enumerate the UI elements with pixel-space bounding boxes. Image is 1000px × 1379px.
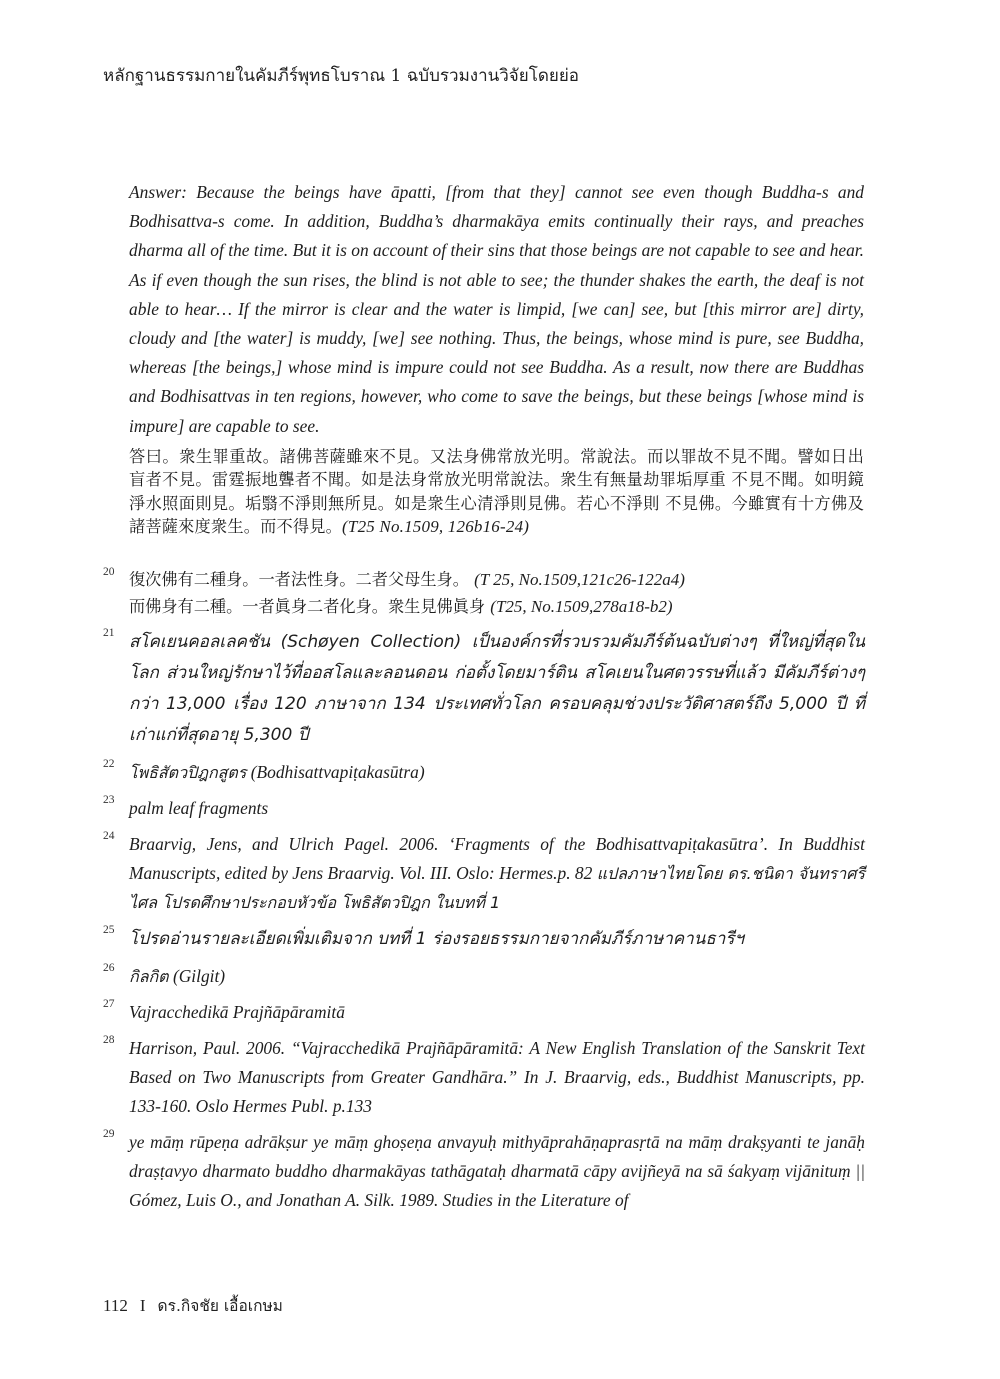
- footnote-20-cite-1: (T 25, No.1509,121c26-122a4): [474, 570, 685, 589]
- footnote-20-zh-2: 而佛身有二種。一者眞身二者化身。衆生見佛眞身: [129, 597, 486, 616]
- footnote-text: [129, 962, 865, 991]
- footnote-26-latin: (Gilgit): [172, 966, 226, 986]
- author-name: ดร.กิจชัย เอื้อเกษม: [157, 1297, 283, 1315]
- footnote-text: Harrison, Paul. 2006. “Vajracchedikā Prajñāpāramitā: A New English Translation of the Sanskrit Text Based on Two Manuscripts from Greater Gandhāra.” In J. Braarvig, eds., Buddhist Manuscripts, pp. 133-160. Oslo Hermes Publ. p.133: [129, 1038, 865, 1116]
- running-header: หลักฐานธรรมกายในคัมภีร์พุทธโบราณ 1 ฉบับรวมงานวิจัยโดยย่อ: [103, 66, 580, 86]
- footnote-24-latin: Braarvig, Jens, and Ulrich Pagel. 2006. ‘Fragments of the Bodhisattvapiṭakasūtra’. In Buddhist Manuscripts, edited by Jens Braarvig. Vol. III. Oslo: Hermes.p. 82: [129, 834, 865, 883]
- footnote-27: [103, 998, 865, 1027]
- footnote-number: 29: [103, 1128, 115, 1140]
- page-footer: [103, 1293, 283, 1318]
- footnote-24-thai: แปลภาษาไทยโดย ดร.ชนิดา จันทราศรีไศล โปรดศึกษาประกอบหัวข้อ โพธิสัตวปิฎก ในบทที่ 1: [129, 864, 865, 912]
- footnote-text: สโคเยนคอลเลคชัน (Schøyen Collection) เป็นองค์กรที่รวบรวมคัมภีร์ต้นฉบับต่างๆ ที่ใหญ่ที่สุดในโลก ส่วนใหญ่รักษาไว้ที่ออสโลและลอนดอน ก่อตั้งโดยมาร์ติน สโคเยนในศตวรรษที่แล้ว มีคัมภีร์ต่างๆ กว่า 13,000 เรื่อง 120 ภาษาจาก 134 ประเทศทั่วโลก ครอบคลุมช่วงประวัติศาสตร์ถึง 5,000 ปี ที่เก่าแก่ที่สุดอายุ 5,300 ปี: [129, 632, 865, 745]
- footnote-20-zh-1: 復次佛有二種身。一者法性身。二者父母生身。: [129, 570, 469, 589]
- footnote-text: โปรดอ่านรายละเอียดเพิ่มเติมจาก บทที่ 1 ร่องรอยธรรมกายจากคัมภีร์ภาษาคานธารีฯ: [129, 929, 744, 949]
- footnote-23: [103, 794, 865, 823]
- footnote-number: 20: [103, 566, 115, 578]
- footnote-number: 22: [103, 758, 115, 770]
- footnote-number: 26: [103, 962, 115, 974]
- footnote-text: [129, 758, 865, 787]
- footnote-number: 23: [103, 794, 115, 806]
- footnote-text: [129, 566, 865, 620]
- page-number: 112: [103, 1296, 128, 1315]
- footnotes: [103, 566, 865, 1222]
- main-text: [129, 178, 864, 539]
- answer-chinese: [129, 445, 864, 539]
- footnote-26: [103, 962, 865, 991]
- answer-chinese-text: 答曰。衆生罪重故。諸佛菩薩雖來不見。又法身佛常放光明。常說法。而以罪故不見不聞。譬如日出盲者不見。雷霆振地聾者不聞。如是法身常放光明常說法。衆生有無量劫罪垢厚重 不見不聞。如明鏡淨水照面則見。垢翳不淨則無所見。如是衆生心清淨則見佛。若心不淨則 不見佛。今雖實有十方佛及諸菩薩來度衆生。而不得見。: [129, 446, 864, 537]
- footnote-25: [103, 924, 865, 955]
- footnote-text: ye māṃ rūpeṇa adrākṣur ye māṃ ghoṣeṇa anvayuḥ mithyāprahāṇaprasṛtā na māṃ drakṣyanti te janāḥ draṣṭavyo dharmato buddho dharmakāyas tathāgataḥ dharmatā cāpy avijñeyā na sā śakyaṃ vijānituṃ || Gómez, Luis O., and Jonathan A. Silk. 1989. Studies in the Literature of: [129, 1132, 865, 1210]
- footnote-20: [103, 566, 865, 620]
- footnote-number: 28: [103, 1034, 115, 1046]
- answer-english: Answer: Because the beings have āpatti, [from that they] cannot see even though Buddha-s and Bodhisattva-s come. In addition, Buddha’s dharmakāya emits continually their rays, and preaches dharma all of the time. But it is on account of their sins that those beings are not capable to see and hear. As if even though the sun rises, the blind is not able to see; the thunder shakes the earth, the deaf is not able to hear… If the mirror is clear and the water is limpid, [we can] see, but [this mirror are] dirty, cloudy and [the water] is muddy, [we] see nothing. Thus, the beings, whose mind is pure, see Buddha, whereas [the beings,] whose mind is impure could not see Buddha. As a result, now there are Buddhas and Bodhisattvas in ten regions, however, who come to save the beings, but these beings [whose mind is impure] are capable to see.: [129, 182, 864, 436]
- footnote-29: [103, 1128, 865, 1215]
- footnote-24: [103, 830, 865, 917]
- footnote-26-thai: กิลกิต: [129, 967, 169, 986]
- footnote-number: 27: [103, 998, 115, 1010]
- answer-citation: (T25 No.1509, 126b16-24): [342, 517, 530, 537]
- footnote-21: [103, 627, 865, 751]
- footnote-text: [129, 830, 865, 917]
- footnote-28: [103, 1034, 865, 1121]
- footnote-22-thai: โพธิสัตวปิฎกสูตร: [129, 763, 247, 782]
- footnote-number: 25: [103, 924, 115, 936]
- footnote-20-cite-2: (T25, No.1509,278a18-b2): [490, 597, 673, 616]
- footnote-number: 21: [103, 627, 115, 639]
- footnote-22-latin: (Bodhisattvapiṭakasūtra): [250, 762, 425, 782]
- footnote-number: 24: [103, 830, 115, 842]
- footnote-text: Vajracchedikā Prajñāpāramitā: [129, 1002, 345, 1022]
- footnote-22: [103, 758, 865, 787]
- footnote-text: palm leaf fragments: [129, 798, 269, 818]
- footer-separator: I: [139, 1296, 146, 1315]
